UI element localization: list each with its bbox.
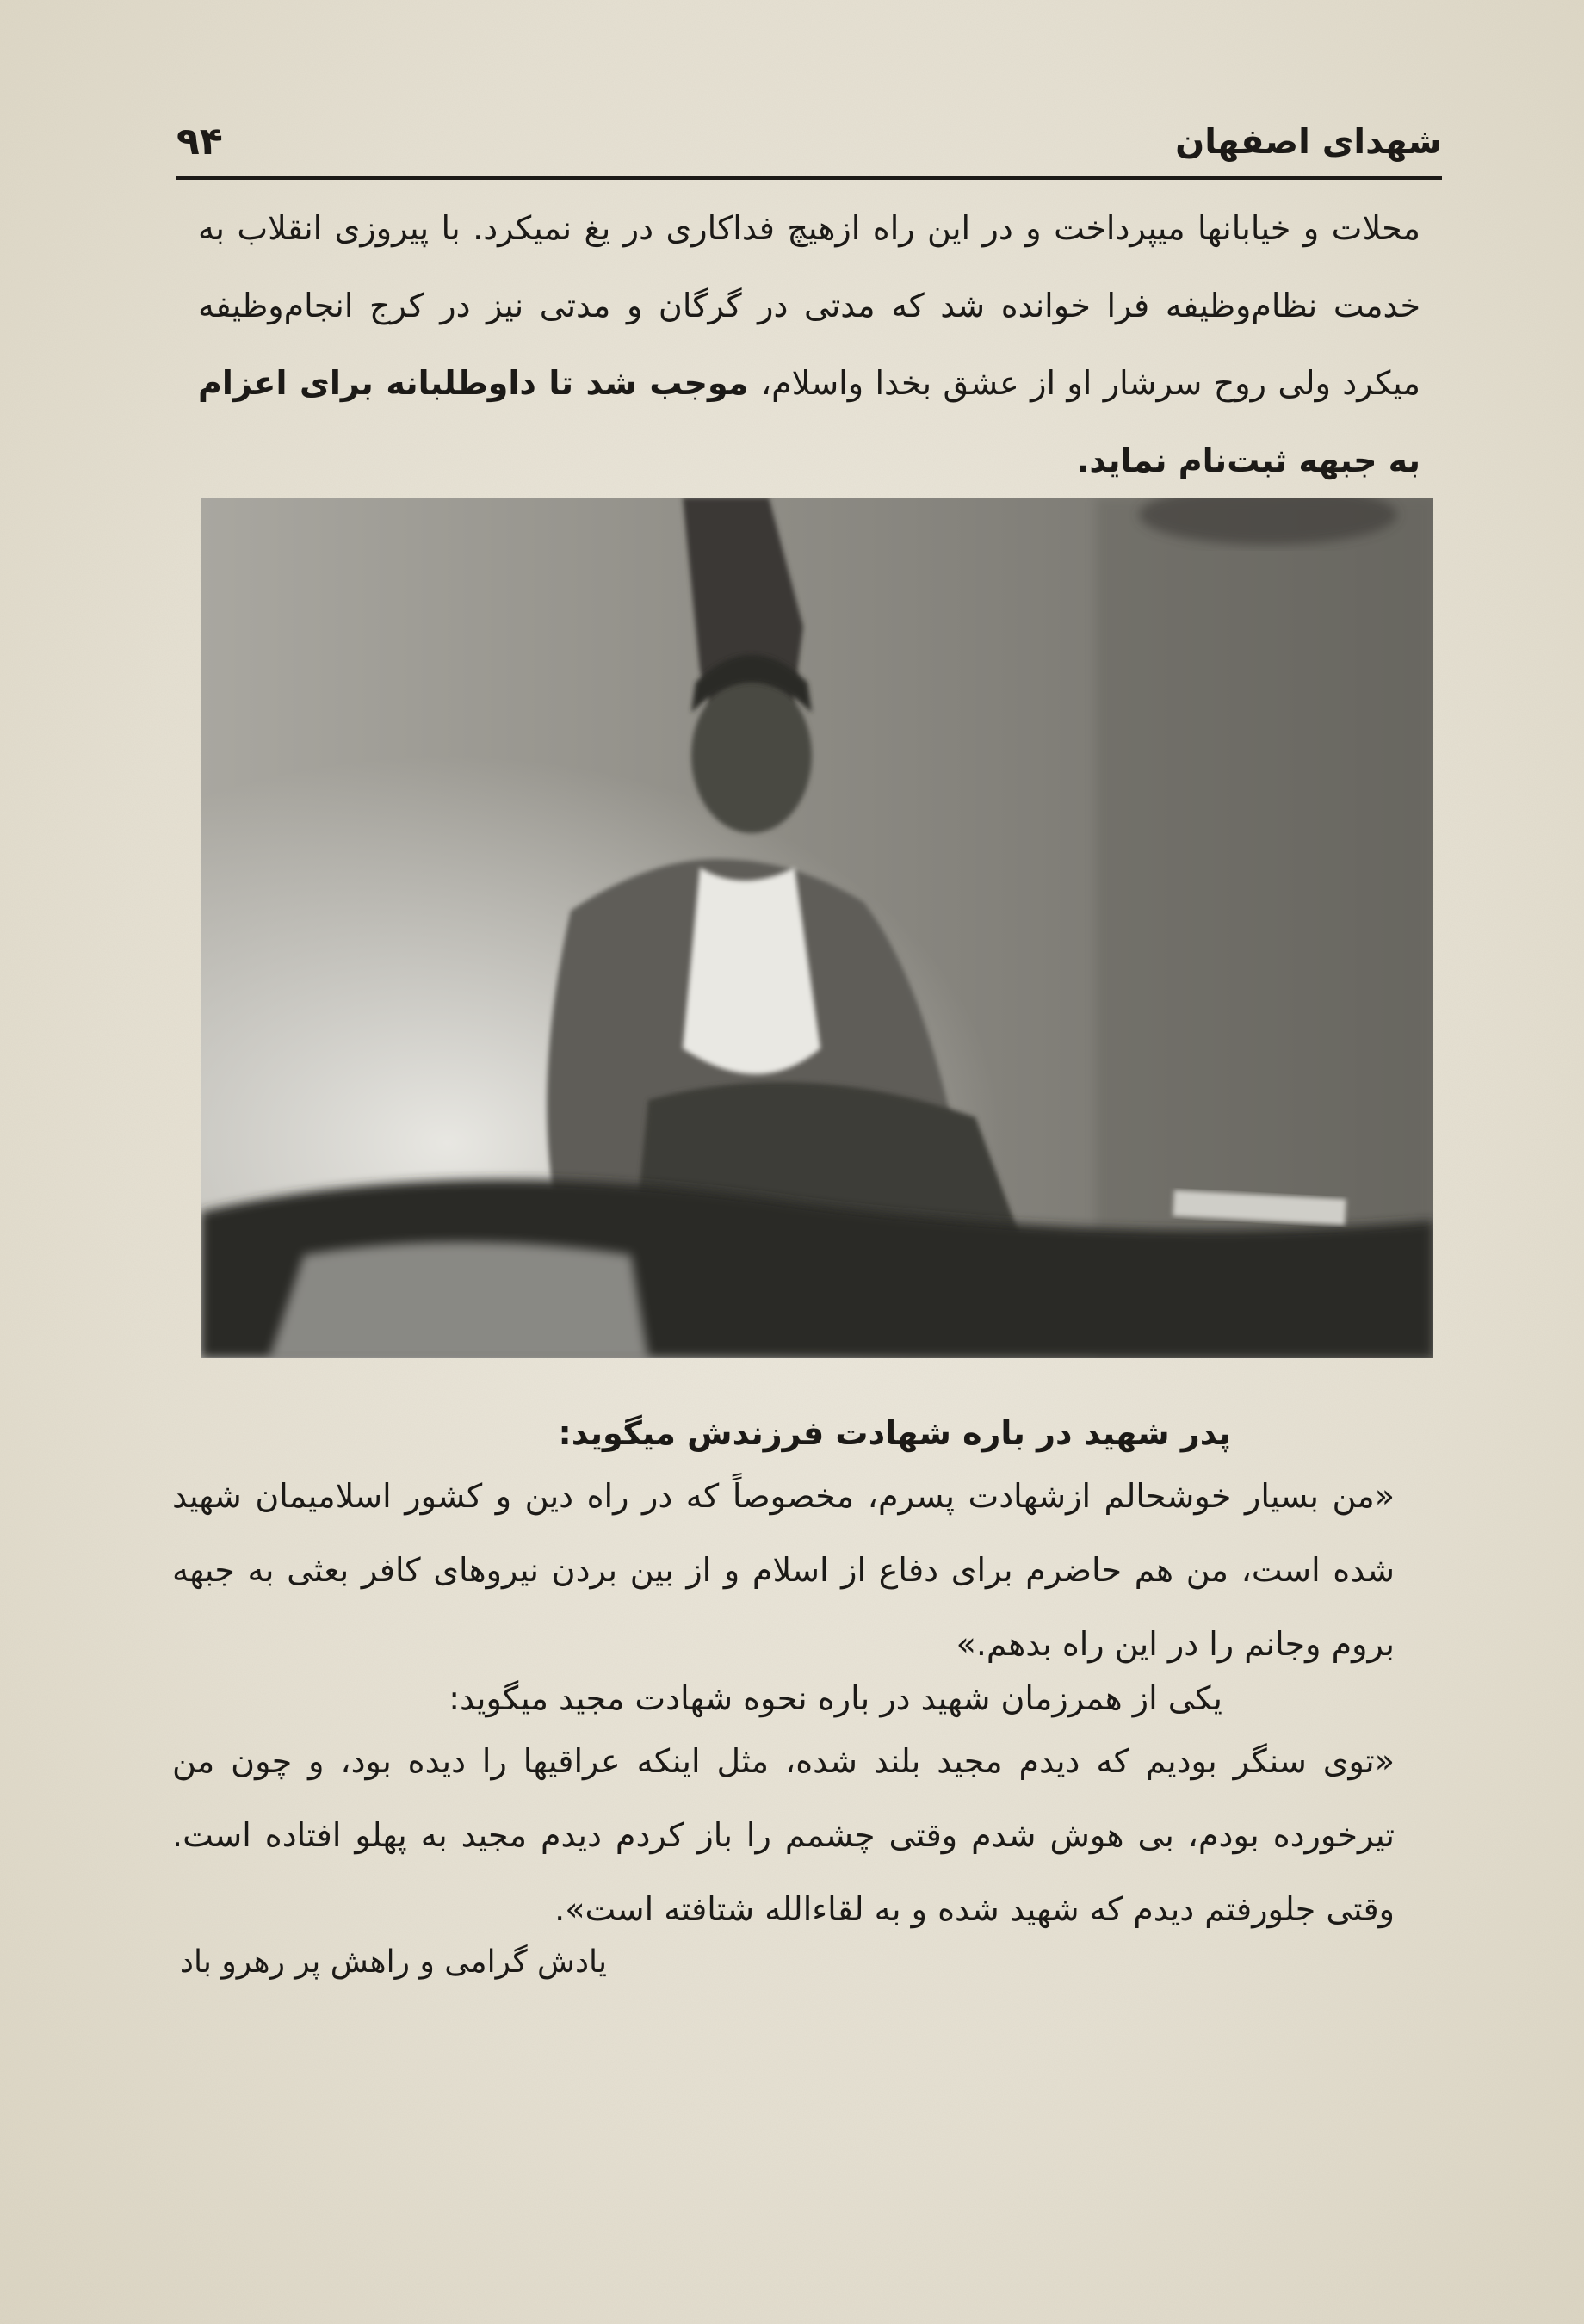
page-number: ۹۴	[176, 120, 223, 164]
portrait-photo	[201, 498, 1433, 1358]
father-quote-heading: پدر شهید در باره شهادت فرزندش میگوید:	[558, 1414, 1231, 1452]
header-divider	[176, 176, 1442, 180]
father-quote-text: «من بسیار خوشحالم ازشهادت پسرم، مخصوصاً که در راه دین و کشور اسلامیمان شهید شده است، من هم حاضرم برای دفاع از اسلام و از بین بردن نیروهای کافر بعثی به جبهه بروم وجانم را در این راه بدهم.»	[172, 1477, 1395, 1663]
closing-line: یادش گرامی و راهش پر رهرو باد	[179, 1944, 607, 1980]
book-title: شهدای اصفهان	[1175, 122, 1442, 162]
comrade-quote-text: «توی سنگر بودیم که دیدم مجید بلند شده، مثل اینکه عراقیها را دیده بود، و چون من تیرخورده بودم، بی هوش شدم وقتی چشمم را باز کردم دیدم مجید به پهلو افتاده است. وقتی جلورفتم دیدم که شهید شده و به لقاءالله شتافته است».	[172, 1742, 1395, 1928]
page-header	[176, 116, 1442, 176]
paragraph-text: محلات و خیابانها میپرداخت و در این راه ازهیچ فداکاری در یغ نمیکرد. با پیروزی انقلاب به خدمت نظام‌وظیفه فرا خوانده شد که مدتی در گرگان و مدتی نیز در کرج انجام‌وظیفه میکرد ولی روح سرشار او از عشق بخدا واسلام،	[198, 209, 1421, 402]
comrade-quote-heading: یکی از همرزمان شهید در باره نحوه شهادت مجید میگوید:	[449, 1679, 1222, 1717]
portrait-photo-icon	[201, 498, 1433, 1358]
paragraph-bold-text: موجب شد تا داوطلبانه برای اعزام به جبهه ثبت‌نام نماید.	[198, 364, 1420, 479]
biography-paragraph	[198, 189, 1420, 499]
